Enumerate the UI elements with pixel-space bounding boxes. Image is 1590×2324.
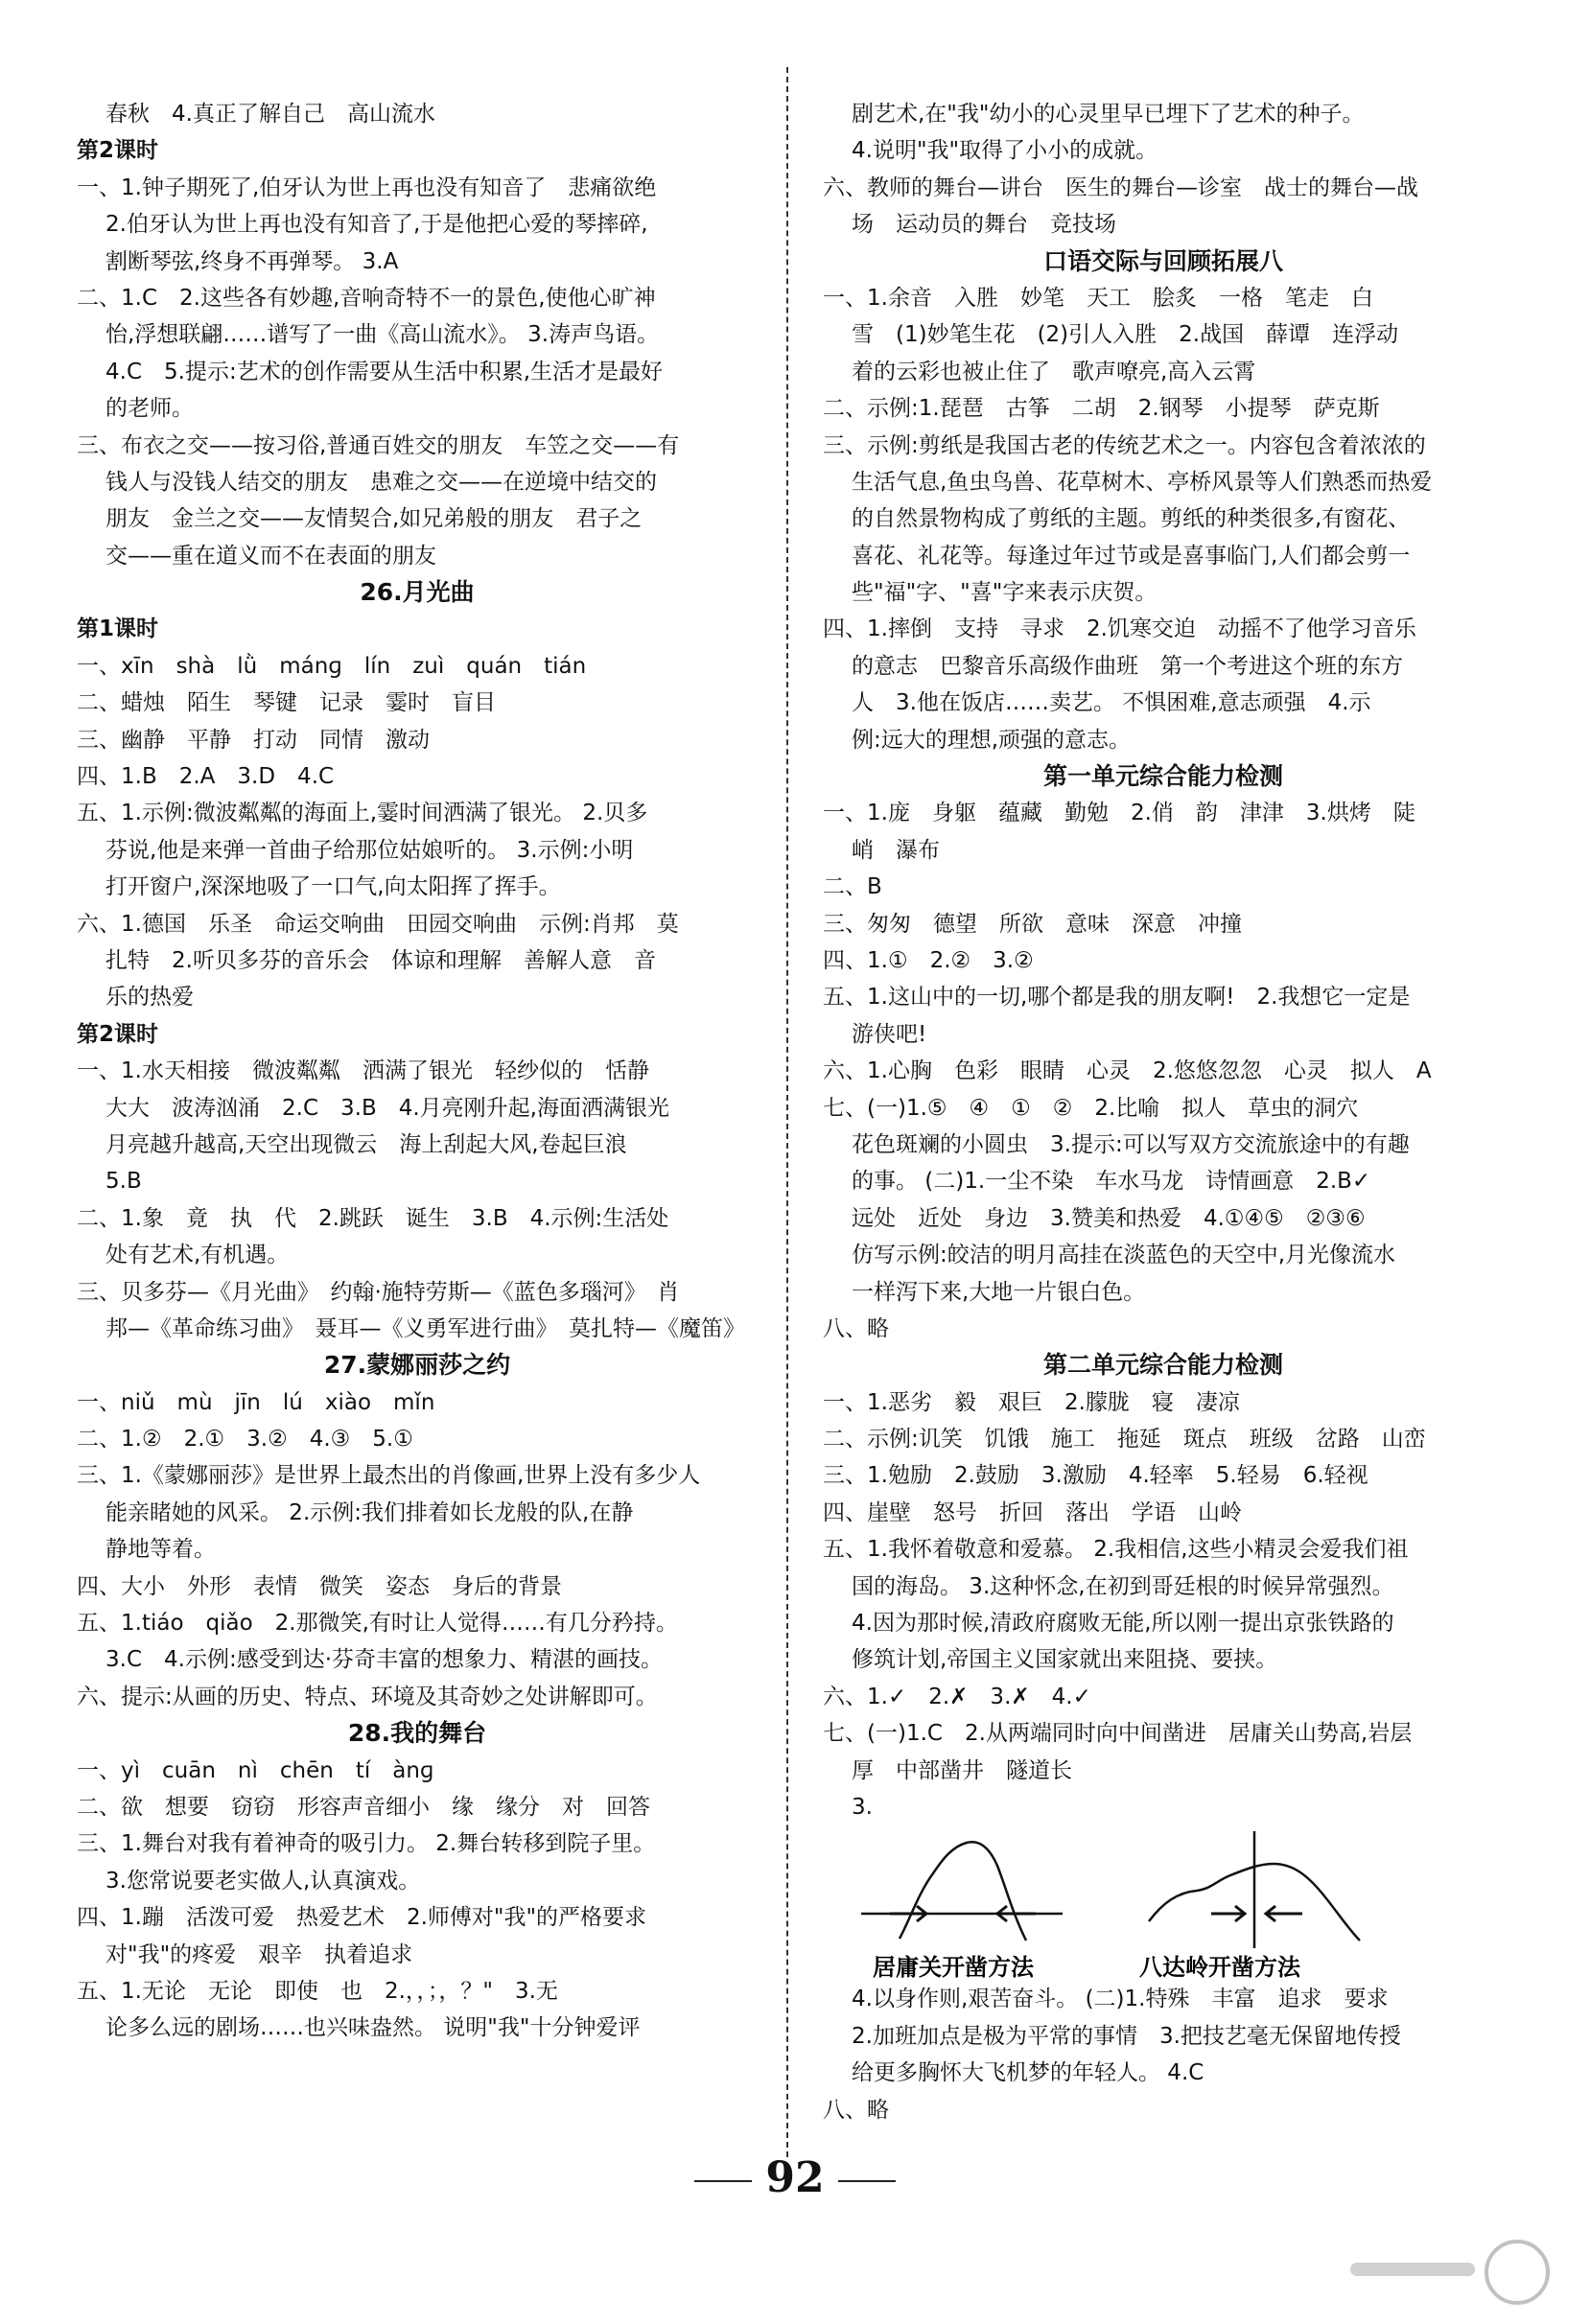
answer-line: 的意志 巴黎音乐高级作曲班 第一个考进这个班的东方: [852, 653, 1403, 679]
answer-line: 能亲睹她的风采。 2.示例:我们排着如长龙般的队,在静: [105, 1499, 634, 1525]
right-column: [823, 96, 1504, 2128]
answer-line: 七、(一)1.⑤ ④ ① ② 2.比喻 拟人 草虫的洞穴: [823, 1095, 1359, 1121]
left-column: [77, 96, 758, 2047]
answer-line: 三、幽静 平静 打动 同情 激动: [77, 727, 430, 753]
answer-line: 3.: [852, 1794, 873, 1820]
answer-line: 六、1.德国 乐圣 命运交响曲 田园交响曲 示例:肖邦 莫: [77, 911, 679, 937]
answer-line: 游侠吧!: [852, 1021, 927, 1047]
answer-line: 二、1.象 竟 执 代 2.跳跃 诞生 3.B 4.示例:生活处: [77, 1205, 669, 1231]
juyongguan-mountain: [900, 1843, 1026, 1941]
answer-line: 一、1.余音 入胜 妙笔 天工 脍炙 一格 笔走 白: [823, 285, 1373, 311]
answer-line: 厚 中部凿井 隧道长: [852, 1757, 1072, 1783]
answer-line: 喜花、礼花等。每逢过年过节或是喜事临门,人们都会剪一: [852, 543, 1411, 569]
answer-line: 三、布衣之交——按习俗,普通百姓交的朋友 车笠之交——有: [77, 432, 680, 458]
answer-line: 一、niǔ mù jīn lú xiào mǐn: [77, 1389, 435, 1415]
answer-line: 修筑计划,帝国主义国家就出来阻挠、要挟。: [852, 1647, 1278, 1673]
answer-line: 2.伯牙认为世上再也没有知音了,于是他把心爱的琴摔碎,: [105, 212, 648, 238]
answer-line: 二、示例:1.琵琶 古筝 二胡 2.钢琴 小提琴 萨克斯: [823, 396, 1380, 422]
answer-line: 四、1.摔倒 支持 寻求 2.饥寒交迫 动摇不了他学习音乐: [823, 616, 1416, 642]
answer-line: 芬说,他是来弹一首曲子给那位姑娘听的。 3.示例:小明: [105, 837, 634, 863]
answer-line: 二、B: [823, 874, 882, 900]
section-title: 28.我的舞台: [347, 1719, 487, 1748]
watermark-bar: [1350, 2263, 1475, 2276]
answer-line: 三、1.勉励 2.鼓励 3.激励 4.轻率 5.轻易 6.轻视: [823, 1463, 1368, 1489]
section-title: 第一单元综合能力检测: [1042, 762, 1283, 791]
answer-line: 朋友 金兰之交——友情契合,如兄弟般的朋友 君子之: [105, 506, 643, 532]
answer-line: 五、1.这山中的一切,哪个都是我的朋友啊! 2.我想它一定是: [823, 985, 1411, 1011]
answer-line: 五、1.无论 无论 即使 也 2.，，；，？" 3.无: [77, 1978, 558, 2004]
answer-line: 五、1.我怀着敬意和爱慕。 2.我相信,这些小精灵会爱我们祖: [823, 1537, 1409, 1563]
answer-line: 例:远大的理想,顽强的意志。: [852, 727, 1132, 753]
answer-line: 八、略: [823, 1315, 889, 1341]
answer-line: 七、(一)1.C 2.从两端同时向中间凿进 居庸关山势高,岩层: [823, 1721, 1413, 1747]
section-title: 26.月光曲: [360, 578, 475, 607]
tunnel-digging-diagram: [823, 1825, 1504, 1981]
diagram-label-left: 居庸关开凿方法: [873, 1954, 1034, 1982]
section-title: 第二单元综合能力检测: [1042, 1351, 1283, 1380]
answer-line: 三、1.《蒙娜丽莎》是世界上最杰出的肖像画,世界上没有多少人: [77, 1463, 701, 1489]
answer-line: 第2课时: [77, 1021, 159, 1047]
answer-line: 六、提示:从画的历史、特点、环境及其奇妙之处讲解即可。: [77, 1684, 658, 1709]
answer-line: 远处 近处 身边 3.赞美和热爱 4.①④⑤ ②③⑥: [852, 1205, 1366, 1231]
answer-line: 打开窗户,深深地吸了一口气,向太阳挥了挥手。: [105, 874, 561, 900]
answer-line: 春秋 4.真正了解自己 高山流水: [105, 102, 435, 127]
answer-line: 四、1.① 2.② 3.②: [823, 947, 1034, 973]
answer-line: 的自然景物构成了剪纸的主题。剪纸的种类很多,有窗花、: [852, 506, 1411, 532]
watermark-circle-icon: [1485, 2240, 1550, 2305]
answer-line: 四、1.蹦 活泼可爱 热爱艺术 2.师傅对"我"的严格要求: [77, 1905, 647, 1931]
answer-line: 二、蜡烛 陌生 琴键 记录 霎时 盲目: [77, 690, 496, 716]
badaling-arrow-left: [1211, 1906, 1245, 1921]
answer-line: 三、1.舞台对我有着神奇的吸引力。 2.舞台转移到院子里。: [77, 1831, 656, 1857]
answer-line: 静地等着。: [105, 1537, 216, 1563]
answer-line: 一、1.钟子期死了,伯牙认为世上再也没有知音了 悲痛欲绝: [77, 174, 657, 200]
diagram-label-right: 八达岭开凿方法: [1139, 1954, 1300, 1982]
tunnel-diagram-svg: [823, 1825, 1504, 1981]
answer-line: 乐的热爱: [105, 985, 194, 1011]
answer-line: 一、1.恶劣 毅 艰巨 2.朦胧 寝 凄凉: [823, 1389, 1240, 1415]
answer-line: 一、1.水天相接 微波粼粼 洒满了银光 轻纱似的 恬静: [77, 1058, 649, 1084]
answer-line: 给更多胸怀大飞机梦的年轻人。 4.C: [852, 2060, 1204, 2086]
answer-line: 雪 (1)妙笔生花 (2)引人入胜 2.战国 薛谭 连浮动: [852, 322, 1399, 348]
answer-line: 国的海岛。 3.这种怀念,在初到哥廷根的时候异常强烈。: [852, 1573, 1394, 1599]
page-number-dash-left: [694, 2180, 752, 2182]
answer-line: 四、1.B 2.A 3.D 4.C: [77, 764, 335, 790]
answer-line: 五、1.tiáo qiǎo 2.那微笑,有时让人觉得……有几分矜持。: [77, 1611, 678, 1637]
right-column-bottom: [823, 1981, 1504, 2128]
answer-line: 的事。 (二)1.一尘不染 车水马龙 诗情画意 2.B✓: [852, 1169, 1371, 1195]
answer-line: 3.C 4.示例:感受到达·芬奇丰富的想象力、精湛的画技。: [105, 1647, 664, 1673]
answer-line: 峭 瀑布: [852, 837, 940, 863]
answer-line: 八、略: [823, 2097, 889, 2123]
answer-line: 生活气息,鱼虫鸟兽、花草树木、亭桥风景等人们熟悉而热爱: [852, 469, 1433, 495]
answer-line: 割断琴弦,终身不再弹琴。 3.A: [105, 248, 399, 274]
answer-line: 扎特 2.听贝多芬的音乐会 体谅和理解 善解人意 音: [105, 947, 656, 973]
answer-line: 花色斑斓的小圆虫 3.提示:可以写双方交流旅途中的有趣: [852, 1131, 1410, 1157]
answer-line: 二、1.C 2.这些各有妙趣,音响奇特不一的景色,使他心旷神: [77, 285, 656, 311]
answer-line: 论多么远的剧场……也兴味盎然。 说明"我"十分钟爱评: [105, 2015, 641, 2041]
answer-line: 场 运动员的舞台 竞技场: [852, 212, 1116, 238]
answer-line: 四、崖壁 怒号 折回 落出 学语 山岭: [823, 1499, 1242, 1525]
answer-line: 四、大小 外形 表情 微笑 姿态 身后的背景: [77, 1573, 562, 1599]
page-number-text: 92: [765, 2153, 825, 2202]
answer-line: 第1课时: [77, 616, 159, 642]
answer-line: 三、贝多芬—《月光曲》 约翰·施特劳斯—《蓝色多瑙河》 肖: [77, 1279, 680, 1305]
section-title: 口语交际与回顾拓展八: [1042, 246, 1283, 275]
answer-line: 5.B: [105, 1169, 142, 1195]
answer-line: 怡,浮想联翩……谱写了一曲《高山流水》。 3.涛声鸟语。: [105, 322, 660, 348]
answer-line: 钱人与没钱人结交的朋友 患难之交——在逆境中结交的: [105, 469, 657, 495]
answer-line: 月亮越升越高,天空出现微云 海上刮起大风,卷起巨浪: [105, 1131, 627, 1157]
answer-line: 交——重在道义而不在表面的朋友: [105, 543, 436, 569]
right-column-top: [823, 96, 1504, 1825]
answer-line: 2.加班加点是极为平常的事情 3.把技艺毫无保留地传授: [852, 2023, 1401, 2049]
answer-line: 3.您常说要老实做人,认真演戏。: [105, 1868, 421, 1894]
section-title: 27.蒙娜丽莎之约: [323, 1351, 511, 1380]
answer-line: 一、1.庞 身躯 蕴藏 勤勉 2.俏 韵 津津 3.烘烤 陡: [823, 801, 1415, 826]
watermark-logo: [1341, 2240, 1561, 2307]
answer-line: 4.C 5.提示:艺术的创作需要从生活中积累,生活才是最好: [105, 359, 664, 384]
answer-line: 三、匆匆 德望 所欲 意味 深意 冲撞: [823, 911, 1242, 937]
answer-line: 六、1.心胸 色彩 眼睛 心灵 2.悠悠忽忽 心灵 拟人 A: [823, 1058, 1432, 1084]
answer-line: 着的云彩也被止住了 歌声嘹亮,高入云霄: [852, 359, 1256, 384]
answer-line: 邦—《革命练习曲》 聂耳—《义勇军进行曲》 莫扎特—《魔笛》: [105, 1315, 745, 1341]
answer-line: 一、xīn shà lǜ mánɡ lín zuì quán tián: [77, 653, 587, 679]
answer-line: 对"我"的疼爱 艰辛 执着追求: [105, 1941, 413, 1967]
answer-line: 二、1.② 2.① 3.② 4.③ 5.①: [77, 1427, 413, 1452]
answer-line: 处有艺术,有机遇。: [105, 1243, 290, 1268]
answer-line: 人 3.他在饭店……卖艺。 不惧困难,意志顽强 4.示: [852, 690, 1371, 716]
page-number-dash-right: [838, 2180, 896, 2182]
answer-line: 剧艺术,在"我"幼小的心灵里早已埋下了艺术的种子。: [852, 102, 1365, 127]
answer-line: 仿写示例:皎洁的明月高挂在淡蓝色的天空中,月光像流水: [852, 1243, 1396, 1268]
answer-line: 三、示例:剪纸是我国古老的传统艺术之一。内容包含着浓浓的: [823, 432, 1426, 458]
answer-line: 4.说明"我"取得了小小的成就。: [852, 138, 1158, 164]
answer-line: 的老师。: [105, 396, 194, 422]
column-divider: [786, 67, 788, 2157]
answer-line: 六、教师的舞台—讲台 医生的舞台—诊室 战士的舞台—战: [823, 174, 1418, 200]
answer-line: 些"福"字、"喜"字来表示庆贺。: [852, 580, 1157, 606]
page-number: [0, 2153, 1590, 2202]
answer-line: 六、1.✓ 2.✗ 3.✗ 4.✓: [823, 1684, 1091, 1709]
badaling-arrow-right: [1266, 1906, 1302, 1921]
answer-line: 4.以身作则,艰苦奋斗。 (二)1.特殊 丰富 追求 要求: [852, 1987, 1389, 2012]
answer-line: 二、欲 想要 窃窃 形容声音细小 缘 缘分 对 回答: [77, 1794, 650, 1820]
answer-line: 五、1.示例:微波粼粼的海面上,霎时间洒满了银光。 2.贝多: [77, 801, 648, 826]
answer-line: 第2课时: [77, 138, 159, 164]
answer-line: 一、yì cuān nì chēn tí ànɡ: [77, 1757, 434, 1783]
answer-line: 大大 波涛汹涌 2.C 3.B 4.月亮刚升起,海面洒满银光: [105, 1095, 669, 1121]
answer-line: 一样泻下来,大地一片银白色。: [852, 1279, 1146, 1305]
answer-line: 4.因为那时候,清政府腐败无能,所以刚一提出京张铁路的: [852, 1611, 1394, 1637]
answer-line: 二、示例:讥笑 饥饿 施工 拖延 斑点 班级 岔路 山峦: [823, 1427, 1426, 1452]
